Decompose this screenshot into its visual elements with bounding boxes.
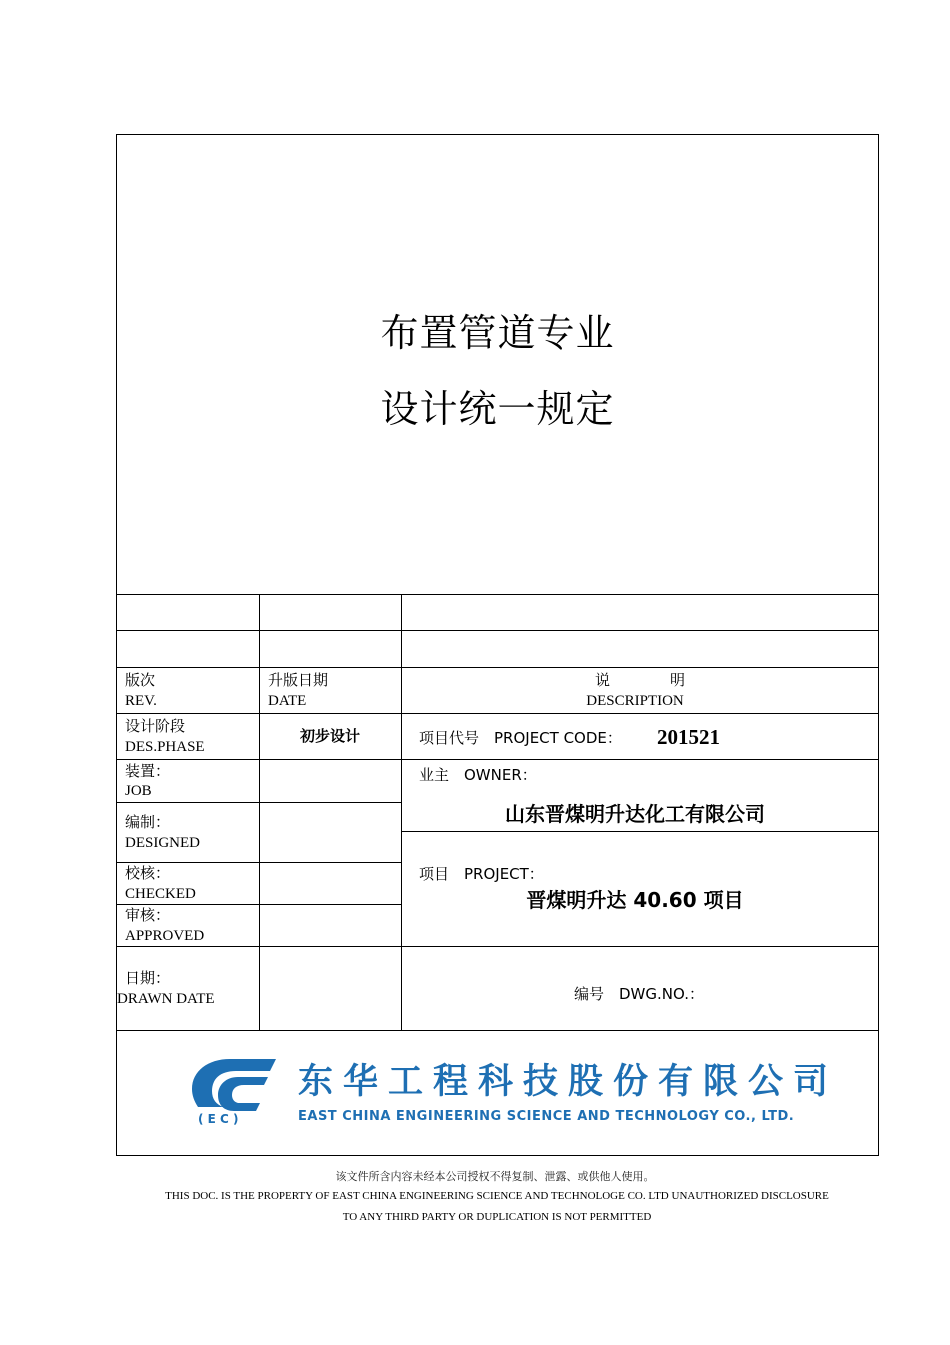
project-code-label: 项目代号 PROJECT CODE：	[419, 729, 622, 747]
phase-label-cn: 设计阶段	[125, 717, 186, 735]
table-line	[259, 594, 260, 1030]
document-frame	[116, 134, 879, 1156]
company-name-cn: 东华工程科技股份有限公司	[298, 1062, 839, 1102]
rev-label-cn: 版次	[125, 671, 156, 689]
designed-label-cn: 编制：	[125, 813, 171, 831]
title-line-1: 布置管道专业	[380, 311, 615, 355]
date-label-cn: 升版日期	[268, 671, 329, 689]
project-label: 项目 PROJECT：	[419, 865, 544, 883]
rev-label-en: REV.	[125, 693, 157, 709]
footer-notice-en-1: THIS DOC. IS THE PROPERTY OF EAST CHINA ENGINEERING SCIENCE AND TECHNOLOGE CO. LTD UNAUTHORIZED DISCLOSURE	[165, 1190, 829, 1202]
drawn-date-label-cn: 日期：	[125, 969, 171, 987]
approved-label-cn: 审核：	[125, 906, 171, 924]
footer-notice-en-2: TO ANY THIRD PARTY OR DUPLICATION IS NOT PERMITTED	[342, 1211, 652, 1223]
drawn-date-label-en: DRAWN DATE	[117, 991, 215, 1007]
checked-label-cn: 校核：	[125, 864, 171, 882]
phase-value: 初步设计	[299, 727, 360, 745]
date-label-en: DATE	[268, 693, 307, 709]
table-line	[116, 713, 879, 714]
company-logo-mark	[190, 1055, 278, 1127]
table-line	[116, 630, 879, 631]
owner-label: 业主 OWNER：	[419, 766, 537, 784]
checked-label-en: CHECKED	[125, 886, 196, 902]
table-line	[116, 1030, 879, 1031]
table-line	[401, 831, 879, 832]
footer-notice-cn: 该文件所含内容未经本公司授权不得复制、泄露、或供他人使用。	[335, 1170, 655, 1183]
table-line	[116, 594, 879, 595]
project-code-value: 201521	[657, 725, 720, 749]
title-line-2: 设计统一规定	[380, 387, 615, 431]
approved-label-en: APPROVED	[125, 928, 205, 944]
table-line	[116, 667, 879, 668]
designed-label-en: DESIGNED	[125, 835, 200, 851]
job-label-en: JOB	[125, 783, 152, 799]
owner-value: 山东晋煤明升达化工有限公司	[505, 802, 765, 826]
description-label-cn: 说 明	[594, 671, 685, 689]
table-line	[116, 759, 879, 760]
project-value: 晋煤明升达 40.60 项目	[526, 888, 744, 912]
phase-label-en: DES.PHASE	[125, 739, 205, 755]
job-label-cn: 装置：	[125, 762, 171, 780]
dwg-no-label: 编号 DWG.NO.：	[574, 985, 704, 1003]
table-line	[116, 946, 879, 947]
ec-logo-icon	[190, 1055, 278, 1127]
description-label-en: DESCRIPTION	[586, 693, 684, 709]
logo-mark-text: ( E C )	[198, 1112, 239, 1126]
company-name-en: EAST CHINA ENGINEERING SCIENCE AND TECHNOLOGY CO., LTD.	[298, 1109, 795, 1124]
